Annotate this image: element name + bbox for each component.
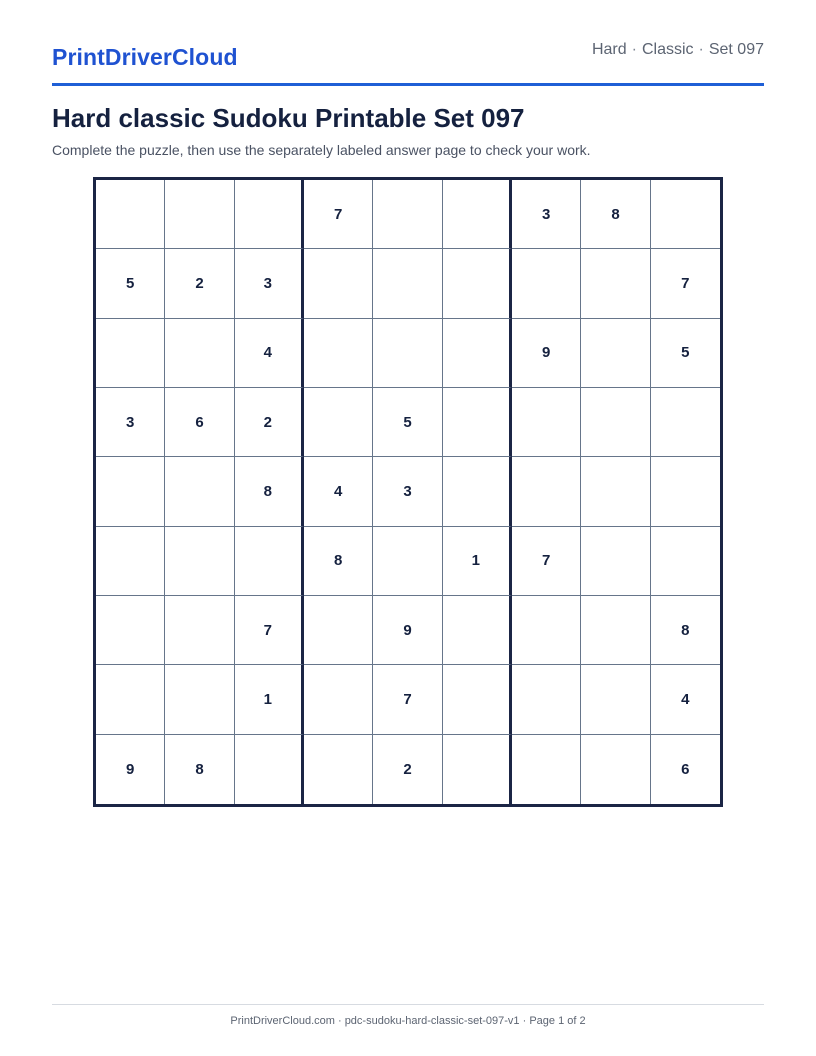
sudoku-empty-cell[interactable] (581, 249, 650, 318)
sudoku-given-cell[interactable]: 3 (235, 249, 304, 318)
sudoku-empty-cell[interactable] (96, 180, 165, 249)
sudoku-grid (93, 177, 723, 807)
sudoku-empty-cell[interactable] (443, 249, 512, 318)
sudoku-empty-cell[interactable] (651, 180, 720, 249)
sudoku-empty-cell[interactable] (96, 527, 165, 596)
sudoku-empty-cell[interactable] (512, 596, 581, 665)
sudoku-empty-cell[interactable] (165, 457, 234, 526)
sudoku-empty-cell[interactable] (304, 735, 373, 804)
sudoku-given-cell[interactable]: 8 (581, 180, 650, 249)
sudoku-empty-cell[interactable] (165, 319, 234, 388)
sudoku-given-cell[interactable]: 1 (235, 665, 304, 734)
sudoku-given-cell[interactable]: 9 (373, 596, 442, 665)
sudoku-given-cell[interactable]: 3 (373, 457, 442, 526)
sudoku-given-cell[interactable]: 7 (373, 665, 442, 734)
sudoku-empty-cell[interactable] (512, 457, 581, 526)
sudoku-empty-cell[interactable] (373, 249, 442, 318)
sudoku-given-cell[interactable]: 9 (512, 319, 581, 388)
sudoku-empty-cell[interactable] (581, 596, 650, 665)
sudoku-empty-cell[interactable] (443, 457, 512, 526)
sudoku-empty-cell[interactable] (512, 665, 581, 734)
sudoku-given-cell[interactable]: 6 (681, 760, 690, 778)
sudoku-empty-cell[interactable] (651, 457, 720, 526)
sudoku-given-cell[interactable]: 5 (96, 249, 165, 318)
sudoku-empty-cell[interactable] (165, 665, 234, 734)
set-label: Set 097 (708, 41, 764, 58)
page-header (52, 0, 764, 86)
sudoku-empty-cell[interactable] (581, 735, 650, 804)
sudoku-given-cell[interactable]: 8 (235, 457, 304, 526)
sudoku-empty-cell[interactable] (512, 388, 581, 457)
sudoku-given-cell[interactable]: 8 (165, 735, 234, 804)
sudoku-empty-cell[interactable] (373, 180, 442, 249)
sudoku-given-cell[interactable]: 8 (651, 596, 720, 665)
sudoku-given-cell[interactable]: 7 (512, 527, 581, 596)
sudoku-empty-cell[interactable] (651, 388, 720, 457)
sudoku-empty-cell[interactable] (443, 180, 512, 249)
sudoku-empty-cell[interactable] (512, 735, 581, 804)
sudoku-empty-cell[interactable] (235, 527, 304, 596)
sudoku-given-cell[interactable]: 5 (373, 388, 442, 457)
sudoku-empty-cell[interactable] (96, 457, 165, 526)
sudoku-empty-cell[interactable] (96, 319, 165, 388)
sudoku-given-cell[interactable]: 1 (443, 527, 512, 596)
page-title: Hard classic Sudoku Printable Set 097 (52, 103, 525, 133)
sudoku-empty-cell[interactable] (96, 665, 165, 734)
sudoku-empty-cell[interactable] (304, 319, 373, 388)
sudoku-empty-cell[interactable] (581, 388, 650, 457)
sudoku-empty-cell[interactable] (443, 596, 512, 665)
sudoku-empty-cell[interactable] (581, 319, 650, 388)
sudoku-empty-cell[interactable] (373, 527, 442, 596)
sudoku-empty-cell[interactable] (581, 665, 650, 734)
sudoku-given-cell[interactable]: 7 (235, 596, 304, 665)
sudoku-empty-cell[interactable] (581, 527, 650, 596)
sudoku-given-cell[interactable]: 4 (651, 665, 720, 734)
sudoku-empty-cell[interactable] (443, 665, 512, 734)
sudoku-empty-cell[interactable] (165, 596, 234, 665)
sudoku-given-cell[interactable]: 3 (96, 388, 165, 457)
page-instructions: Complete the puzzle, then use the separately labeled answer page to check your work. (52, 142, 591, 158)
sudoku-given-cell[interactable]: 4 (304, 457, 373, 526)
sudoku-given-cell[interactable]: 9 (96, 735, 165, 804)
sudoku-empty-cell[interactable] (304, 665, 373, 734)
sudoku-empty-cell[interactable] (304, 388, 373, 457)
sudoku-given-cell[interactable]: 7 (304, 180, 373, 249)
sudoku-empty-cell[interactable] (443, 735, 512, 804)
sudoku-empty-cell[interactable] (165, 180, 234, 249)
sudoku-empty-cell[interactable] (96, 596, 165, 665)
sudoku-empty-cell[interactable] (304, 249, 373, 318)
sudoku-empty-cell[interactable] (235, 735, 304, 804)
sudoku-empty-cell[interactable] (235, 180, 304, 249)
sudoku-given-cell[interactable]: 8 (304, 527, 373, 596)
sudoku-given-cell[interactable]: 2 (373, 735, 442, 804)
sudoku-empty-cell[interactable] (581, 457, 650, 526)
sudoku-given-cell[interactable]: 3 (512, 180, 581, 249)
sudoku-given-cell[interactable]: 2 (235, 388, 304, 457)
difficulty-label: Hard (591, 41, 627, 58)
sudoku-empty-cell[interactable] (651, 527, 720, 596)
brand-logo[interactable]: PrintDriverCloud (52, 44, 238, 70)
sudoku-given-cell[interactable]: 5 (651, 319, 720, 388)
sudoku-given-cell[interactable]: 2 (165, 249, 234, 318)
sudoku-empty-cell[interactable] (512, 249, 581, 318)
style-label: Classic (641, 41, 694, 58)
sudoku-empty-cell[interactable] (304, 596, 373, 665)
sudoku-given-cell[interactable]: 4 (235, 319, 304, 388)
sudoku-empty-cell[interactable] (165, 527, 234, 596)
page-footer: PrintDriverCloud.com · pdc-sudoku-hard-classic-set-097-v1 · Page 1 of 2 (52, 1004, 764, 1027)
meta-separator: · (631, 41, 637, 58)
puzzle-meta (592, 41, 764, 59)
sudoku-given-cell[interactable]: 6 (165, 388, 234, 457)
meta-separator: · (698, 41, 704, 58)
sudoku-empty-cell[interactable] (373, 319, 442, 388)
sudoku-empty-cell[interactable] (443, 319, 512, 388)
sudoku-given-cell[interactable]: 7 (651, 249, 720, 318)
sudoku-empty-cell[interactable] (443, 388, 512, 457)
